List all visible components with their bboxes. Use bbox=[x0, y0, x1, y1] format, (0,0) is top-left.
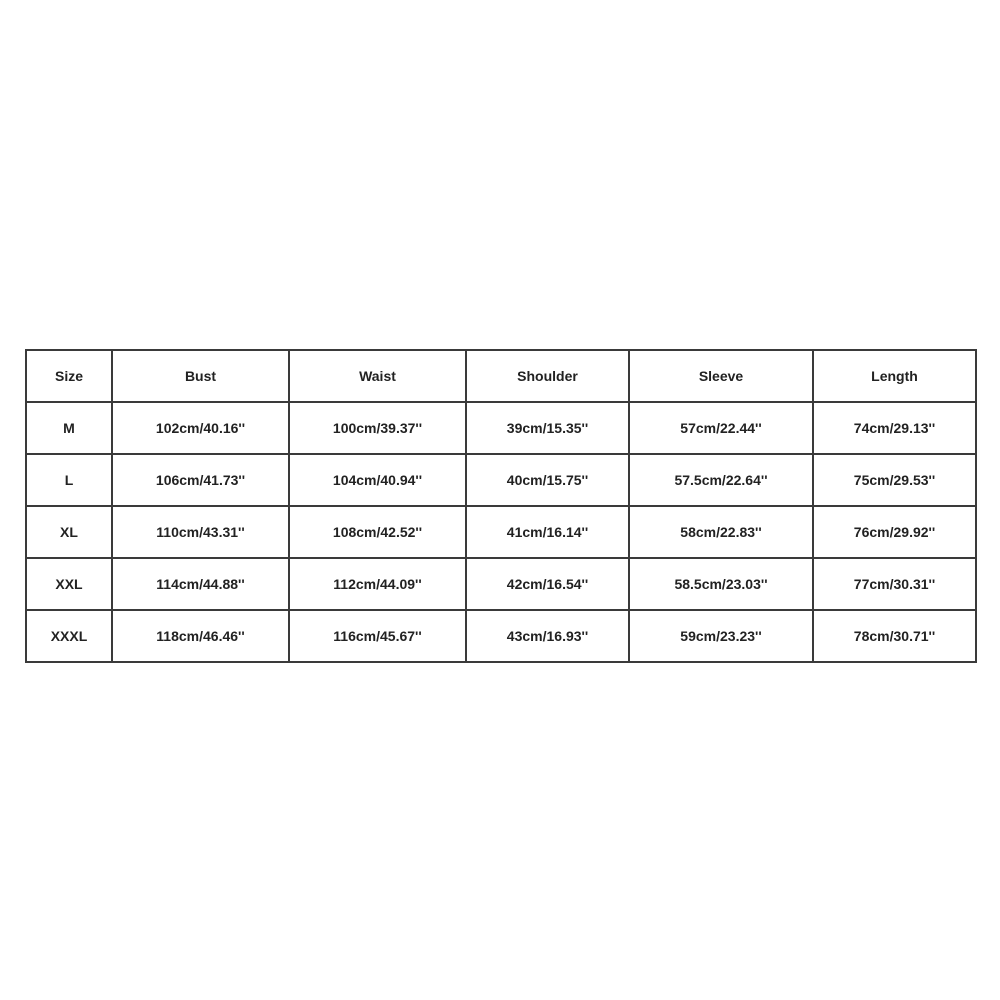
waist-cell: 100cm/39.37'' bbox=[289, 402, 466, 454]
waist-cell: 108cm/42.52'' bbox=[289, 506, 466, 558]
size-cell: M bbox=[26, 402, 112, 454]
column-header-bust: Bust bbox=[112, 350, 289, 402]
length-cell: 74cm/29.13'' bbox=[813, 402, 976, 454]
column-header-length: Length bbox=[813, 350, 976, 402]
size-cell: XXXL bbox=[26, 610, 112, 662]
table-row bbox=[26, 610, 976, 662]
size-cell: L bbox=[26, 454, 112, 506]
bust-cell: 114cm/44.88'' bbox=[112, 558, 289, 610]
sleeve-cell: 57.5cm/22.64'' bbox=[629, 454, 813, 506]
length-cell: 77cm/30.31'' bbox=[813, 558, 976, 610]
bust-cell: 102cm/40.16'' bbox=[112, 402, 289, 454]
shoulder-cell: 41cm/16.14'' bbox=[466, 506, 629, 558]
column-header-size: Size bbox=[26, 350, 112, 402]
bust-cell: 110cm/43.31'' bbox=[112, 506, 289, 558]
length-cell: 76cm/29.92'' bbox=[813, 506, 976, 558]
size-cell: XXL bbox=[26, 558, 112, 610]
column-header-shoulder: Shoulder bbox=[466, 350, 629, 402]
shoulder-cell: 40cm/15.75'' bbox=[466, 454, 629, 506]
sleeve-cell: 58.5cm/23.03'' bbox=[629, 558, 813, 610]
table-row bbox=[26, 454, 976, 506]
bust-cell: 118cm/46.46'' bbox=[112, 610, 289, 662]
size-chart-table bbox=[25, 349, 977, 663]
shoulder-cell: 39cm/15.35'' bbox=[466, 402, 629, 454]
table-row bbox=[26, 558, 976, 610]
length-cell: 78cm/30.71'' bbox=[813, 610, 976, 662]
waist-cell: 104cm/40.94'' bbox=[289, 454, 466, 506]
bust-cell: 106cm/41.73'' bbox=[112, 454, 289, 506]
sleeve-cell: 59cm/23.23'' bbox=[629, 610, 813, 662]
length-cell: 75cm/29.53'' bbox=[813, 454, 976, 506]
waist-cell: 112cm/44.09'' bbox=[289, 558, 466, 610]
shoulder-cell: 43cm/16.93'' bbox=[466, 610, 629, 662]
table-header-row bbox=[26, 350, 976, 402]
waist-cell: 116cm/45.67'' bbox=[289, 610, 466, 662]
sleeve-cell: 57cm/22.44'' bbox=[629, 402, 813, 454]
shoulder-cell: 42cm/16.54'' bbox=[466, 558, 629, 610]
sleeve-cell: 58cm/22.83'' bbox=[629, 506, 813, 558]
table-row bbox=[26, 402, 976, 454]
table-row bbox=[26, 506, 976, 558]
column-header-sleeve: Sleeve bbox=[629, 350, 813, 402]
column-header-waist: Waist bbox=[289, 350, 466, 402]
size-cell: XL bbox=[26, 506, 112, 558]
